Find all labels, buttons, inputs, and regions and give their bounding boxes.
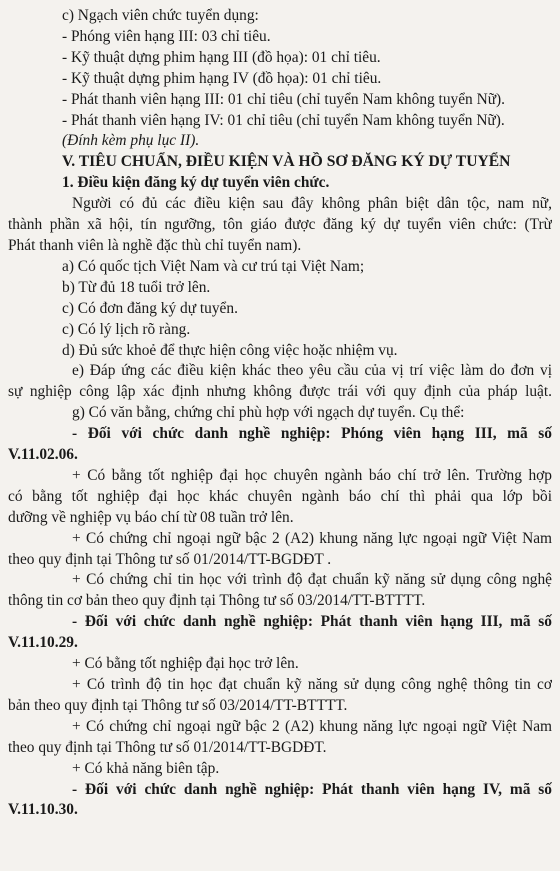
section-heading: V. TIÊU CHUẨN, ĐIỀU KIỆN VÀ HỒ SƠ ĐĂNG KÝ DỰ TUYỂN xyxy=(62,153,511,171)
text-line: e) Đáp ứng các điều kiện khác theo yêu cầu của vị trí việc làm do đơn vị xyxy=(72,362,552,380)
text-line: dưỡng về nghiệp vụ báo chí từ 08 tuần trở lên. xyxy=(8,508,294,526)
text-line: có bằng tốt nghiệp đại học khác chuyên ngành báo chí thì phải qua lớp bồi xyxy=(8,487,552,505)
bold-text-line: V.11.02.06. xyxy=(8,446,78,464)
text-line: + Có trình độ tin học đạt chuẩn kỹ năng sử dụng công nghệ thông tin cơ xyxy=(72,676,552,693)
text-line: - Kỹ thuật dựng phim hạng III (đồ họa): 01 chỉ tiêu. xyxy=(62,48,381,66)
text-line: + Có khả năng biên tập. xyxy=(72,759,220,777)
text-line: + Có bằng tốt nghiệp đại học chuyên ngành báo chí trở lên. Trường hợp xyxy=(72,466,552,484)
text-line: theo quy định tại Thông tư số 01/2014/TT-BGDĐT. xyxy=(8,738,327,756)
text-line: a) Có quốc tịch Việt Nam và cư trú tại Việt Nam; xyxy=(62,257,365,275)
text-line: + Có bằng tốt nghiệp đại học trở lên. xyxy=(72,655,299,673)
text-line: + Có chứng chỉ tin học với trình độ đạt chuẩn kỹ năng sử dụng công nghệ xyxy=(72,571,552,589)
bold-text-line: V.11.10.30. xyxy=(8,801,78,819)
text-line: g) Có văn bằng, chứng chỉ phù hợp với ngạch dự tuyển. Cụ thể: xyxy=(72,404,465,422)
text-line: theo quy định tại Thông tư số 01/2014/TT-BGDĐT . xyxy=(8,550,332,568)
text-line: thông tin cơ bản theo quy định tại Thông tư số 03/2014/TT-BTTTT. xyxy=(8,592,426,610)
text-line: - Phát thanh viên hạng IV: 01 chỉ tiêu (chỉ tuyển Nam không tuyển Nữ). xyxy=(62,111,505,129)
bold-text-line: - Đối với chức danh nghề nghiệp: Phóng viên hạng III, mã số xyxy=(72,425,552,443)
text-line: bản theo quy định tại Thông tư số 03/2014/TT-BTTTT. xyxy=(8,696,348,714)
bold-text-line: - Đối với chức danh nghề nghiệp: Phát thanh viên hạng III, mã số xyxy=(72,613,552,631)
text-line: + Có chứng chỉ ngoại ngữ bậc 2 (A2) khung năng lực ngoại ngữ Việt Nam xyxy=(72,717,552,735)
bold-text-line: V.11.10.29. xyxy=(8,634,78,652)
text-line: c) Ngạch viên chức tuyển dụng: xyxy=(62,7,259,24)
text-line: Phát thanh viên là nghề đặc thù chỉ tuyển nam). xyxy=(8,236,302,254)
text-line: - Kỹ thuật dựng phim hạng IV (đồ họa): 01 chỉ tiêu. xyxy=(62,69,382,87)
subsection-heading: 1. Điều kiện đăng ký dự tuyển viên chức. xyxy=(62,174,330,192)
text-line: c) Có đơn đăng ký dự tuyển. xyxy=(62,299,238,317)
bold-text-line: - Đối với chức danh nghề nghiệp: Phát thanh viên hạng IV, mã số xyxy=(72,780,552,798)
text-line: c) Có lý lịch rõ ràng. xyxy=(62,320,191,338)
text-line: thành phần xã hội, tín ngưỡng, tôn giáo được đăng ký dự tuyển viên chức: (Trừ xyxy=(8,216,552,234)
text-line: sự nghiệp công lập xác định nhưng không được trái với quy định của pháp luật. xyxy=(8,383,552,401)
text-line: - Phát thanh viên hạng III: 01 chỉ tiêu (chỉ tuyển Nam không tuyển Nữ). xyxy=(62,90,506,108)
text-line: b) Từ đủ 18 tuổi trở lên. xyxy=(62,278,211,296)
text-line: Người có đủ các điều kiện sau đây không phân biệt dân tộc, nam nữ, xyxy=(72,195,552,213)
text-line: + Có chứng chỉ ngoại ngữ bậc 2 (A2) khung năng lực ngoại ngữ Việt Nam xyxy=(72,529,552,547)
text-line: - Phóng viên hạng III: 03 chỉ tiêu. xyxy=(62,27,271,45)
text-line: d) Đủ sức khoẻ để thực hiện công việc hoặc nhiệm vụ. xyxy=(62,341,398,359)
text-line: (Đính kèm phụ lục II). xyxy=(62,132,200,150)
